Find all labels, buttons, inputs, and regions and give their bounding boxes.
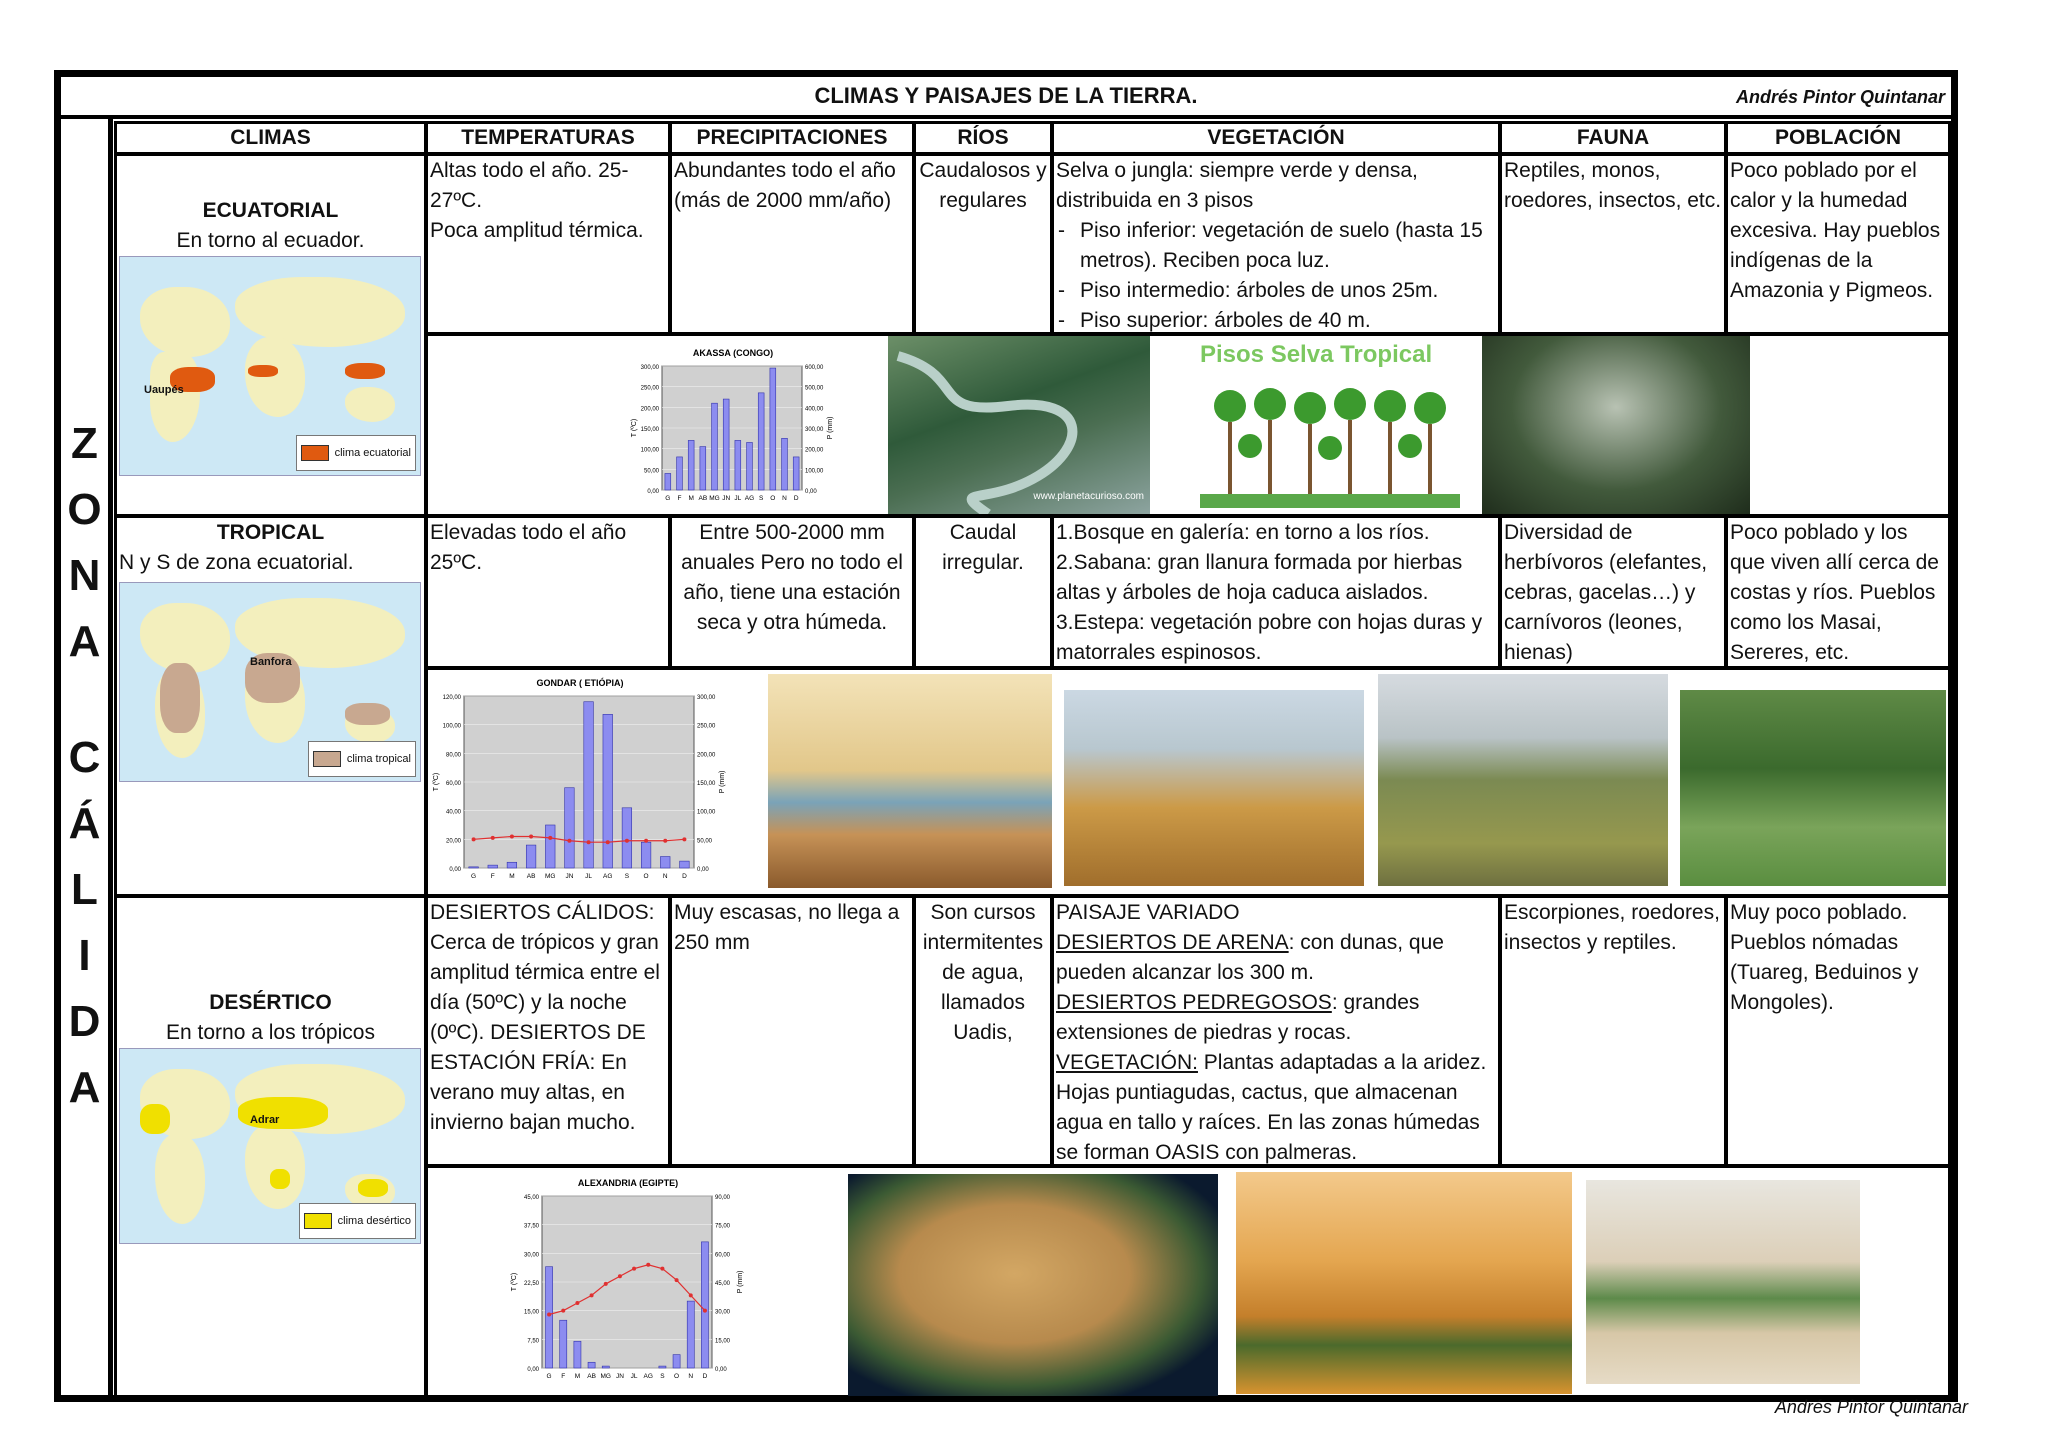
precip-bar [622, 808, 632, 868]
zone-letter: A [68, 1063, 101, 1112]
y2-axis-label: P (mm) [827, 416, 834, 440]
precip-bar [659, 1366, 666, 1368]
y2-tick-label: 0,00 [715, 1367, 727, 1373]
precip-bar [673, 1355, 680, 1368]
temperature-point [510, 834, 514, 838]
x-tick-label: G [471, 873, 477, 880]
temperature-point [472, 837, 476, 841]
temperature-point [548, 836, 552, 840]
header-rios: RÍOS [913, 121, 1053, 155]
temperature-point [632, 1267, 636, 1271]
map-legend: clima ecuatorial [296, 435, 416, 471]
y2-tick-label: 400,00 [805, 406, 824, 413]
ecuatorial-rios: Caudalosos y regulares [913, 153, 1053, 335]
precip-bar [602, 1366, 609, 1368]
desertico-precipitaciones: Muy escasas, no llega a 250 mm [669, 895, 915, 1167]
chart-title: GONDAR ( ETIÓPIA) [536, 678, 624, 688]
rainforest-photo [1482, 336, 1750, 514]
climate-table [54, 70, 1958, 1402]
pisos-title: Pisos Selva Tropical [1200, 341, 1433, 368]
precip-bar [700, 447, 706, 490]
photo-credit: www.planetacurioso.com [1033, 491, 1144, 502]
x-tick-label: JN [615, 1373, 624, 1380]
x-tick-label: AB [526, 873, 536, 880]
page-title: CLIMAS Y PAISAJES DE LA TIERRA. [814, 83, 1198, 108]
temperature-point [675, 1278, 679, 1282]
temperature-point [625, 839, 629, 843]
zone-letter: Á [68, 799, 101, 848]
header-poblacion: POBLACIÓN [1725, 121, 1951, 155]
y2-tick-label: 300,00 [805, 427, 824, 433]
precip-bar [758, 393, 764, 490]
temperature-point [604, 1282, 608, 1286]
clima-desertico-cell [114, 895, 427, 1402]
precip-bar [782, 438, 788, 490]
clima-name: DESÉRTICO [209, 991, 332, 1014]
header-climas: CLIMAS [114, 121, 427, 155]
x-tick-label: MG [600, 1373, 611, 1380]
tropical-images [425, 667, 1951, 897]
temperature-point [567, 839, 571, 843]
y-tick-label: 150,00 [640, 427, 659, 433]
header-vegetacion: VEGETACIÓN [1051, 121, 1501, 155]
x-tick-label: D [702, 1373, 708, 1380]
y2-tick-label: 30,00 [715, 1309, 731, 1316]
y2-tick-label: 0,00 [697, 867, 709, 873]
precip-bar [507, 862, 517, 868]
pisos-selva-diagram [1150, 336, 1480, 514]
x-tick-label: O [674, 1373, 680, 1380]
y2-tick-label: 50,00 [697, 838, 713, 845]
chart-title: AKASSA (CONGO) [692, 348, 774, 358]
zone-letter: N [68, 551, 101, 600]
precip-bar [560, 1320, 567, 1368]
y-tick-label: 7,50 [527, 1338, 539, 1345]
y2-tick-label: 300,00 [697, 695, 716, 701]
map-place: Uaupés [144, 384, 184, 396]
y-axis-label: T (ºC) [631, 418, 638, 438]
x-tick-label: G [665, 495, 671, 502]
temperature-point [491, 836, 495, 840]
precip-bar [660, 857, 670, 868]
precip-bar [677, 457, 683, 490]
author-top: Andrés Pintor Quintanar [1735, 87, 1945, 107]
temperature-point [682, 837, 686, 841]
y-tick-label: 200,00 [640, 406, 659, 413]
x-tick-label: N [662, 873, 668, 880]
y-tick-label: 60,00 [445, 781, 461, 787]
y-tick-label: 15,00 [523, 1309, 539, 1316]
precip-bar [603, 714, 613, 868]
temperature-point [644, 839, 648, 843]
zone-letter: Z [71, 419, 98, 468]
tropical-vegetacion: 1.Bosque en galería: en torno a los ríos. 2.Sabana: gran llanura formada por hierbas altas y árboles de hoja caduca aislados. 3.Estepa: vegetación pobre con hojas duras y matorrales espinosos. [1051, 515, 1501, 669]
precip-bar [565, 788, 575, 868]
y2-tick-label: 250,00 [697, 723, 716, 730]
temperature-point [561, 1309, 565, 1313]
ecuatorial-fauna: Reptiles, monos, roedores, insectos, etc. [1499, 153, 1727, 335]
precip-bar [735, 440, 741, 490]
y2-tick-label: 600,00 [805, 365, 824, 371]
precip-bar [680, 861, 690, 868]
precip-bar [793, 457, 799, 490]
temperature-point [529, 834, 533, 838]
y-tick-label: 0,00 [647, 489, 659, 495]
precip-bar [747, 442, 753, 490]
x-tick-label: F [490, 873, 495, 880]
river-jungle-photo [888, 336, 1150, 514]
desertico-rios: Son cursos intermitentes de agua, llamados Uadis, [913, 895, 1053, 1167]
precip-bar [574, 1341, 581, 1368]
desertico-images [425, 1165, 1951, 1402]
precip-bar [545, 825, 555, 868]
desertico-fauna: Escorpiones, roedores, insectos y reptiles. [1499, 895, 1727, 1167]
clima-location: En torno al ecuador. [176, 229, 365, 252]
ecuatorial-temperaturas: Altas todo el año. 25-27ºC. Poca amplitud térmica. [425, 153, 671, 335]
ecuatorial-vegetacion: Selva o jungla: siempre verde y densa, distribuida en 3 pisos - Piso inferior: vegetación de suelo (hasta 15 metros). Reciben poca luz. - Piso intermedio: árboles de unos 25m. - Piso superior: árboles de 40 m. [1051, 153, 1501, 335]
desertico-vegetacion: PAISAJE VARIADO DESIERTOS DE ARENA: con dunas, que pueden alcanzar los 300 m. DESIERTOS PEDREGOSOS: grandes extensiones de piedras y rocas. VEGETACIÓN: Plantas adaptadas a la aridez. Hojas puntiagudas, cactus, que almacenan agua en tallo y raíces. En las zonas húmedas se forman OASIS con palmeras. [1051, 895, 1501, 1167]
temperature-point [618, 1274, 622, 1278]
zone-letter: O [67, 485, 102, 534]
map-place: Adrar [250, 1114, 280, 1126]
tropical-temperaturas: Elevadas todo el año 25ºC. [425, 515, 671, 669]
x-tick-label: M [688, 495, 694, 502]
map-legend: clima tropical [308, 741, 416, 777]
x-tick-label: JN [722, 495, 731, 502]
x-tick-label: F [677, 495, 682, 502]
y-tick-label: 45,00 [523, 1195, 539, 1201]
oasis-lagoon-photo [1586, 1180, 1860, 1384]
clima-name: TROPICAL [216, 521, 325, 544]
x-tick-label: JL [734, 495, 742, 502]
x-tick-label: MG [545, 873, 556, 880]
header-fauna: FAUNA [1499, 121, 1727, 155]
x-tick-label: AG [643, 1373, 653, 1380]
y2-tick-label: 45,00 [715, 1281, 731, 1287]
y-tick-label: 37,50 [523, 1223, 539, 1230]
x-tick-label: S [624, 873, 630, 880]
precip-bar [712, 403, 718, 490]
precip-bar [469, 867, 479, 868]
x-tick-label: N [782, 495, 787, 502]
zone-letter: L [71, 865, 98, 914]
zone-letter: I [78, 931, 91, 980]
zone-letter: C [68, 733, 101, 782]
x-tick-label: O [643, 873, 649, 880]
y-tick-label: 250,00 [640, 385, 659, 392]
precip-bar [526, 845, 536, 868]
x-tick-label: JN [565, 873, 574, 880]
zona-calida-label [61, 119, 113, 1402]
y-axis-label: T (ºC) [433, 772, 440, 792]
clima-tropical-cell [114, 515, 427, 897]
x-tick-label: M [509, 873, 515, 880]
tropical-fauna: Diversidad de herbívoros (elefantes, cebras, gacelas…) y carnívoros (leones, hienas) [1499, 515, 1727, 669]
clima-location: N y S de zona ecuatorial. [119, 551, 354, 574]
y-axis-label: T (ºC) [511, 1272, 518, 1292]
precip-bar [770, 368, 776, 490]
y-tick-label: 0,00 [449, 867, 461, 873]
temperature-point [547, 1312, 551, 1316]
header-temperaturas: TEMPERATURAS [425, 121, 671, 155]
desertico-poblacion: Muy poco poblado. Pueblos nómadas (Tuareg, Beduinos y Mongoles). [1725, 895, 1951, 1167]
temperature-point [660, 1267, 664, 1271]
y-tick-label: 100,00 [442, 723, 461, 730]
tropical-rios: Caudal irregular. [913, 515, 1053, 669]
y2-tick-label: 100,00 [805, 468, 824, 475]
y-tick-label: 20,00 [445, 838, 461, 845]
chart-title: ALEXANDRIA (EGIPTE) [577, 1178, 679, 1188]
y2-tick-label: 100,00 [697, 809, 716, 816]
precip-bar [688, 440, 694, 490]
x-tick-label: MG [709, 495, 720, 502]
world-map-desertico [119, 1048, 421, 1244]
precip-bar [588, 1362, 595, 1368]
author-footer: Andrés Pintor Quintanar [1774, 1397, 1968, 1417]
header-precipitaciones: PRECIPITACIONES [669, 121, 915, 155]
world-map-ecuatorial [119, 256, 421, 476]
y2-tick-label: 75,00 [715, 1223, 731, 1230]
y-tick-label: 0,00 [527, 1367, 539, 1373]
precip-bar [687, 1301, 694, 1368]
tropical-precipitaciones: Entre 500-2000 mm anuales Pero no todo el año, tiene una estación seca y otra húmeda. [669, 515, 915, 669]
x-tick-label: D [793, 495, 799, 502]
y2-tick-label: 0,00 [805, 489, 817, 495]
map-place: Banfora [250, 656, 292, 668]
steppe-photo [1378, 674, 1668, 886]
ecuatorial-precipitaciones: Abundantes todo el año (más de 2000 mm/año) [669, 153, 915, 335]
y-tick-label: 22,50 [523, 1281, 539, 1287]
climograma-alexandria [508, 1174, 748, 1390]
x-tick-label: M [574, 1373, 581, 1380]
savanna-illustration [768, 674, 1052, 888]
climograma-gondar [430, 674, 730, 890]
y2-axis-label: P (mm) [737, 1270, 744, 1294]
tropical-poblacion: Poco poblado y los que viven allí cerca de costas y ríos. Pueblos como los Masai, Sereres, etc. [1725, 515, 1951, 669]
temperature-point [689, 1293, 693, 1297]
temperature-point [575, 1301, 579, 1305]
world-map-tropical [119, 582, 421, 782]
y-tick-label: 100,00 [640, 447, 659, 454]
y2-tick-label: 500,00 [805, 385, 824, 392]
clima-location: En torno a los trópicos [166, 1021, 375, 1044]
temperature-point [703, 1309, 707, 1313]
y2-tick-label: 150,00 [697, 781, 716, 787]
precip-bar [488, 865, 498, 868]
x-tick-label: F [561, 1373, 566, 1380]
y2-tick-label: 15,00 [715, 1338, 731, 1345]
x-tick-label: AB [698, 495, 708, 502]
precip-bar [723, 399, 729, 490]
zone-letter: A [68, 617, 101, 666]
temperature-point [663, 839, 667, 843]
zone-letter: D [68, 997, 101, 1046]
savanna-photo [1064, 690, 1364, 886]
temperature-point [606, 840, 610, 844]
x-tick-label: AG [744, 495, 755, 502]
y2-tick-label: 200,00 [805, 447, 824, 454]
y-tick-label: 300,00 [640, 365, 659, 371]
x-tick-label: AB [587, 1373, 596, 1380]
y2-tick-label: 200,00 [697, 752, 716, 759]
y-tick-label: 80,00 [445, 752, 461, 759]
x-tick-label: G [546, 1373, 552, 1380]
y-tick-label: 120,00 [442, 695, 461, 701]
y2-tick-label: 90,00 [715, 1195, 731, 1201]
ecuatorial-images [425, 333, 1951, 517]
precip-bar [665, 473, 671, 490]
x-tick-label: O [770, 495, 776, 502]
x-tick-label: S [660, 1373, 665, 1380]
x-tick-label: JL [630, 1373, 638, 1380]
x-tick-label: D [682, 873, 687, 880]
desert-oasis-photo [1236, 1172, 1572, 1394]
map-legend: clima desértico [299, 1203, 416, 1239]
ecuatorial-poblacion: Poco poblado por el calor y la humedad excesiva. Hay pueblos indígenas de la Amazonia y Pigmeos. [1725, 153, 1951, 335]
y2-tick-label: 60,00 [715, 1252, 731, 1259]
y-tick-label: 30,00 [523, 1252, 539, 1259]
y-tick-label: 50,00 [643, 468, 659, 475]
x-tick-label: AG [603, 873, 613, 880]
clima-ecuatorial-cell [114, 153, 427, 517]
temperature-point [590, 1293, 594, 1297]
title-bar [61, 77, 1951, 119]
sahara-satellite-photo [848, 1174, 1218, 1396]
clima-name: ECUATORIAL [202, 199, 339, 222]
climograma-akassa [628, 344, 838, 512]
y2-axis-label: P (mm) [719, 770, 726, 794]
y-tick-label: 40,00 [445, 809, 461, 816]
x-tick-label: JL [585, 873, 593, 880]
desertico-temperaturas: DESIERTOS CÁLIDOS: Cerca de trópicos y gran amplitud térmica entre el día (50ºC) y la noche (0ºC). DESIERTOS DE ESTACIÓN FRÍA: En verano muy altas, en invierno bajan mucho. [425, 895, 671, 1167]
precip-bar [641, 842, 651, 868]
temperature-point [587, 840, 591, 844]
x-tick-label: N [688, 1373, 694, 1380]
temperature-point [646, 1263, 650, 1267]
x-tick-label: S [758, 495, 764, 502]
zebras-giraffes-photo [1680, 690, 1946, 886]
precip-bar [546, 1267, 553, 1368]
precip-bar [701, 1242, 708, 1368]
